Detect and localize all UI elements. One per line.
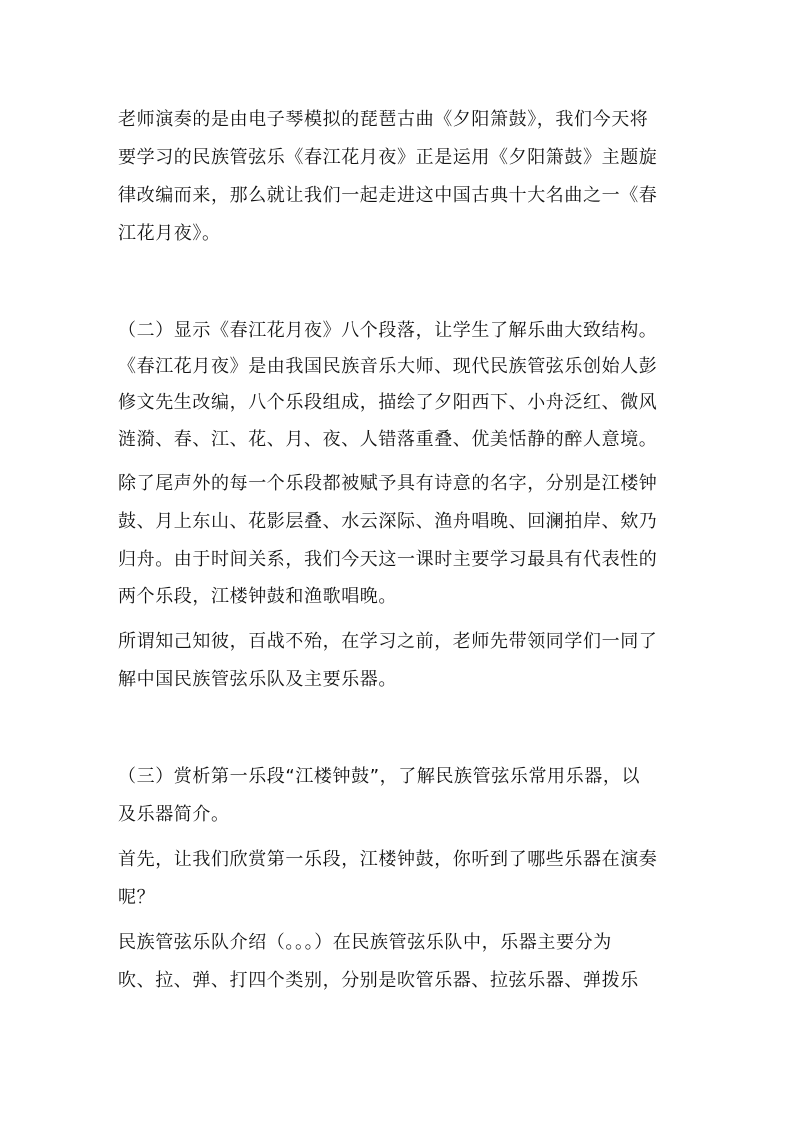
text-line: 两个乐段，江楼钟鼓和渔歌唱晚。 xyxy=(118,586,397,607)
text-line: 首先，让我们欣赏第一乐段，江楼钟鼓，你听到了哪些乐器在演奏 xyxy=(118,849,658,870)
text-line: （二）显示《春江花月夜》八个段落，让学生了解乐曲大致结构。 xyxy=(118,320,658,341)
text-line: 吹、拉、弹、打四个类别，分别是吹管乐器、拉弦乐器、弹拨乐 xyxy=(118,970,639,991)
text-line: 民族管弦乐队介绍（。。。）在民族管弦乐队中，乐器主要分为 xyxy=(118,932,612,953)
text-line: 所谓知己知彼，百战不殆，在学习之前，老师先带领同学们一同了 xyxy=(118,631,658,652)
text-line: 解中国民族管弦乐队及主要乐器。 xyxy=(118,669,397,690)
text-line: 修文先生改编，八个乐段组成，描绘了夕阳西下、小舟泛红、微风 xyxy=(118,392,658,413)
text-line: 律改编而来，那么就让我们一起走进这中国古典十大名曲之一《春 xyxy=(118,185,658,206)
text-line: 江花月夜》。 xyxy=(118,223,221,244)
text-line: 及乐器简介。 xyxy=(118,804,230,825)
text-line: 除了尾声外的每一个乐段都被赋予具有诗意的名字，分别是江楼钟 xyxy=(118,473,658,494)
text-line: 涟漪、春、江、花、月、夜、人错落重叠、优美恬静的醉人意境。 xyxy=(118,429,658,450)
text-line: 鼓、月上东山、花影层叠、水云深际、渔舟唱晚、回澜拍岸、欸乃 xyxy=(118,511,658,532)
text-line: 《春江花月夜》是由我国民族音乐大师、现代民族管弦乐创始人彭 xyxy=(118,356,658,377)
text-line: 要学习的民族管弦乐《春江花月夜》正是运用《夕阳箫鼓》主题旋 xyxy=(118,147,658,168)
text-line: 呢？ xyxy=(118,887,156,908)
text-line: （三）赏析第一乐段“江楼钟鼓”，了解民族管弦乐常用乐器，以 xyxy=(118,766,641,787)
text-line: 老师演奏的是由电子琴模拟的琵琶古曲《夕阳箫鼓》，我们今天将 xyxy=(118,109,649,130)
text-line: 归舟。由于时间关系，我们今天这一课时主要学习最具有代表性的 xyxy=(118,549,658,570)
